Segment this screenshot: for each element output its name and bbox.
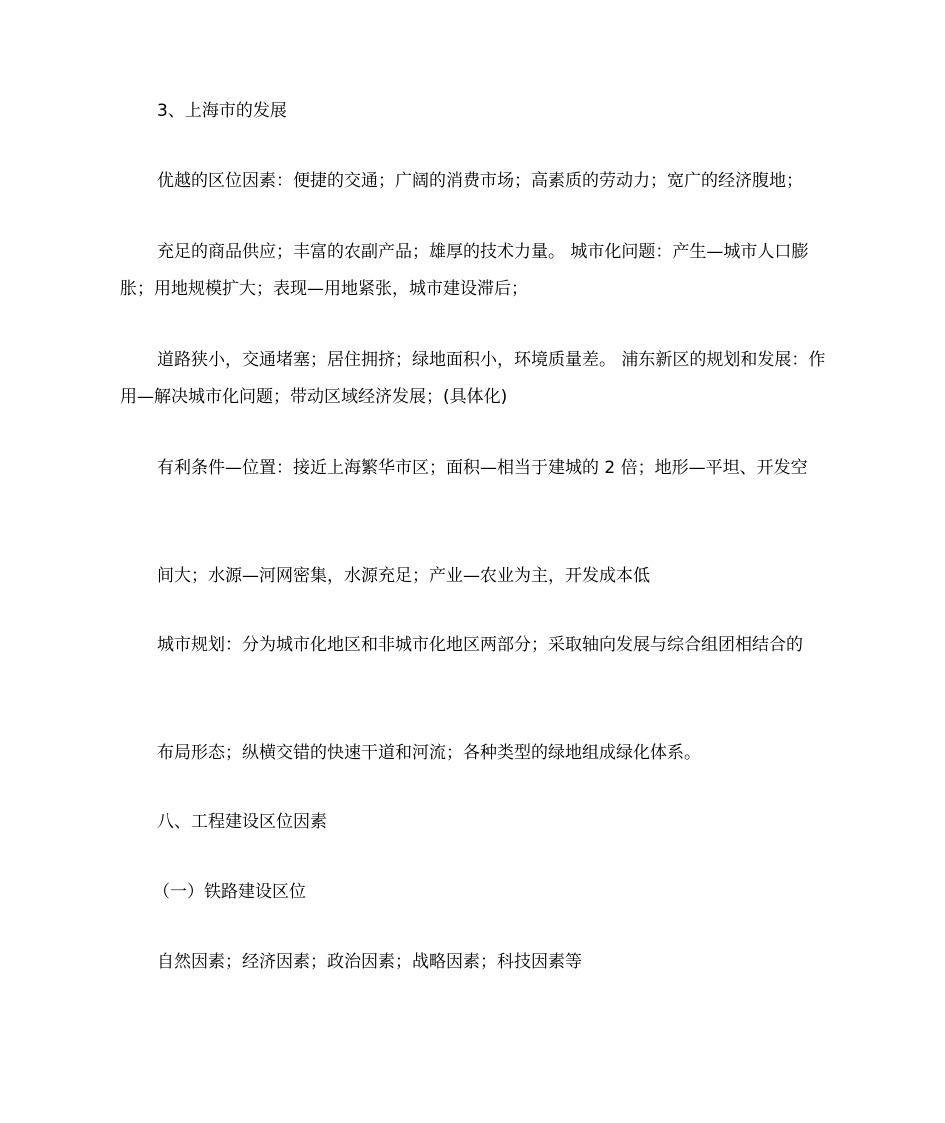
paragraph-water-industry: 间大；水源—河网密集，水源充足；产业—农业为主，开发成本低	[157, 566, 650, 586]
paragraph-urbanization-problems: 充足的商品供应；丰富的农副产品；雄厚的技术力量。 城市化问题：产生—城市人口膨胀；用地规模扩大；表现—用地紧张，城市建设滞后；	[120, 242, 809, 299]
paragraph-location-factors: 优越的区位因素：便捷的交通；广阔的消费市场；高素质的劳动力；宽广的经济腹地；	[157, 171, 803, 191]
paragraph-favorable-conditions: 有利条件—位置：接近上海繁华市区；面积—相当于建城的 2 倍；地形—平坦、开发空	[157, 458, 808, 478]
section-heading-engineering: 八、工程建设区位因素	[157, 812, 327, 832]
paragraph-pudong-planning: 道路狭小，交通堵塞；居住拥挤；绿地面积小，环境质量差。 浦东新区的规划和发展：作用—解决城市化问题；带动区域经济发展；(具体化)	[120, 350, 826, 407]
paragraph-railway-factors: 自然因素；经济因素；政治因素；战略因素；科技因素等	[157, 952, 582, 972]
paragraph-city-planning: 城市规划：分为城市化地区和非城市化地区两部分；采取轴向发展与综合组团相结合的	[157, 635, 803, 655]
paragraph-layout-form: 布局形态；纵横交错的快速干道和河流；各种类型的绿地组成绿化体系。	[157, 743, 701, 763]
subsection-heading-railway: （一）铁路建设区位	[153, 882, 306, 902]
section-heading-shanghai: 3、上海市的发展	[157, 101, 287, 121]
